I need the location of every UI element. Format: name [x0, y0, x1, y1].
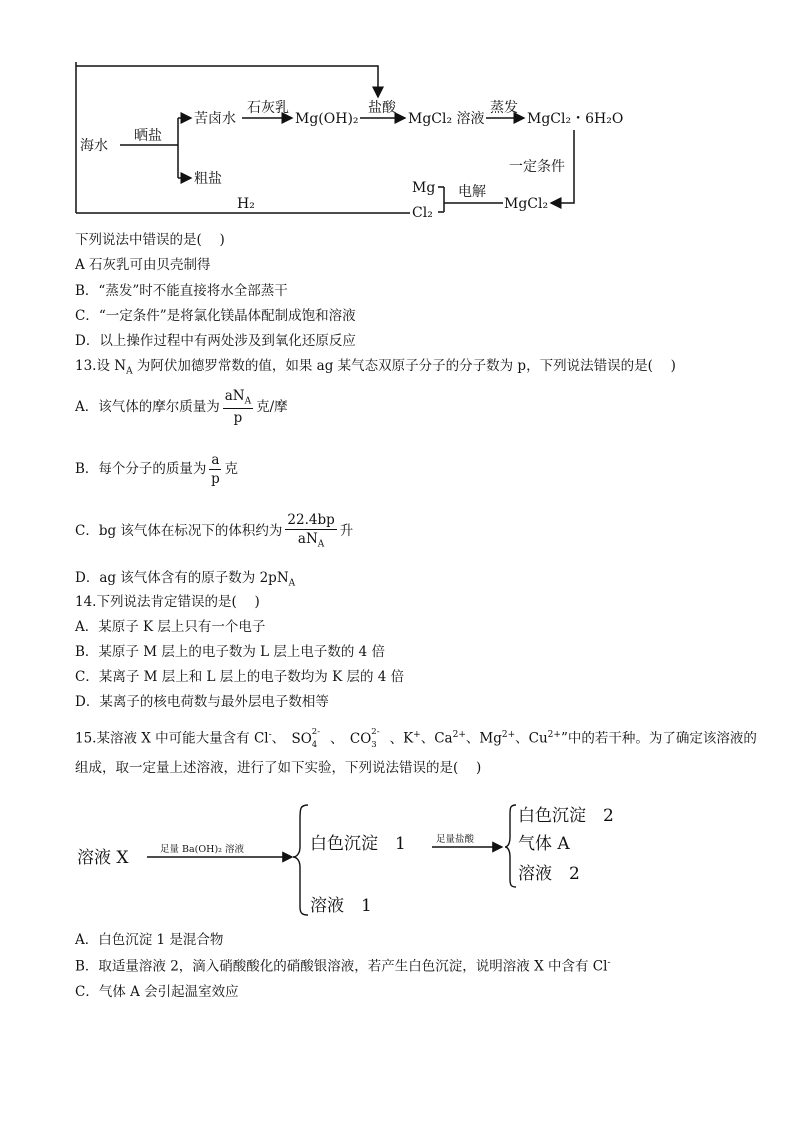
- mgcl2-solution-label: MgCl₂ 溶液: [408, 111, 485, 127]
- reagent1-label: 足量 Ba(OH)₂ 溶液: [160, 844, 244, 855]
- mgoh2-label: Mg(OH)₂: [295, 111, 359, 127]
- fraction: $\frac{aN_A}{p}$: [224, 388, 252, 427]
- q12-stem: 下列说法中错误的是( ): [75, 232, 225, 248]
- q14-option-a: A．某原子 K 层上只有一个电子: [75, 619, 266, 635]
- q15-stem-line2: 组成，取一定量上述溶液，进行了如下实验，下列说法错误的是( ): [75, 760, 482, 776]
- lime-milk-label: 石灰乳: [247, 100, 289, 116]
- crude-salt-label: 粗盐: [194, 171, 222, 187]
- carbonate-ion: CO 2- 3: [349, 726, 380, 750]
- solution1-label: 溶液 1: [310, 896, 372, 916]
- condition-label: 一定条件: [509, 159, 565, 175]
- q15-option-b: B．取适量溶液 2，滴入硝酸酸化的硝酸银溶液，若产生白色沉淀，说明溶液 X 中含有 Cl-: [75, 958, 611, 975]
- flow-top-return-line: [76, 66, 378, 97]
- q12-option-b: B．“蒸发”时不能直接将水全部蒸干: [75, 283, 288, 299]
- magnesium-process-flowchart: [0, 0, 794, 230]
- solution-x-label: 溶液 X: [77, 848, 129, 868]
- q13-option-d: D．ag 该气体含有的原子数为 $2pN_A$: [75, 570, 296, 589]
- hydrate-label: MgCl₂・6H₂O: [527, 111, 624, 127]
- bittern-label: 苦卤水: [194, 111, 236, 127]
- q12-option-c: C．“一定条件”是将氯化镁晶体配制成饱和溶液: [75, 308, 356, 324]
- hcl-label: 盐酸: [368, 100, 396, 116]
- solution-x-flowchart: [0, 795, 794, 925]
- reagent2-label: 足量盐酸: [436, 834, 475, 845]
- precip1-label: 白色沉淀 1: [310, 834, 406, 854]
- q13-option-a: A．该气体的摩尔质量为 $\frac{aN_A}{p}$ 克/摩: [75, 388, 288, 427]
- q13-option-c: C．bg 该气体在标况下的体积约为 $\frac{22.4bp}{aN_A}$ 升: [75, 512, 354, 550]
- q14-stem: 14.下列说法肯定错误的是( ): [75, 594, 260, 610]
- electrolysis-label: 电解: [458, 184, 486, 200]
- q15-option-a: A．白色沉淀 1 是混合物: [75, 932, 224, 948]
- cl2-label: Cl₂: [412, 205, 433, 221]
- q14-option-d: D．某离子的核电荷数与最外层电子数相等: [75, 694, 329, 710]
- seawater-label: 海水: [80, 138, 108, 154]
- fraction: $\frac{a}{p}$: [211, 452, 220, 488]
- evaporate-salt-label: 晒盐: [134, 128, 162, 144]
- q14-option-c: C．某离子 M 层上和 L 层上的电子数均为 K 层的 4 倍: [75, 669, 405, 685]
- q13-stem: 13.设 $N_A$ 为阿伏加德罗常数的值，如果 ag 某气态双原子分子的分子数为 p，下列说法错误的是( ): [75, 358, 676, 377]
- precip2-label: 白色沉淀 2: [518, 806, 614, 826]
- h2-label: H₂: [237, 196, 255, 212]
- mg-label: Mg: [412, 180, 436, 196]
- brace-1: [293, 805, 308, 915]
- q15-stem-line1: 15.某溶液 X 中可能大量含有 Cl-、 SO 2- 4 、 CO 2- 3 、K+、$Ca^{2+}$、$Mg^{2+}$、$Cu^{2+}$”中的若干种。为了确定该溶液的: [75, 726, 757, 750]
- q12-option-a: A 石灰乳可由贝壳制得: [75, 257, 211, 273]
- gas-a-label: 气体 A: [518, 834, 570, 854]
- q15-option-c: C．气体 A 会引起温室效应: [75, 984, 239, 1000]
- q12-option-d: D．以上操作过程中有两处涉及到氧化还原反应: [75, 333, 356, 349]
- sulfate-ion: SO 2- 4: [291, 726, 321, 750]
- solution2-label: 溶液 2: [518, 864, 580, 884]
- brace-2: [505, 805, 516, 887]
- q13-option-b: B．每个分子的质量为 $\frac{a}{p}$ 克: [75, 452, 238, 488]
- mgcl2-label: MgCl₂: [504, 196, 549, 212]
- q14-option-b: B．某原子 M 层上的电子数为 L 层上电子数的 4 倍: [75, 644, 386, 660]
- evaporate-label: 蒸发: [490, 100, 518, 116]
- fraction: $\frac{22.4bp}{aN_A}$: [287, 512, 335, 550]
